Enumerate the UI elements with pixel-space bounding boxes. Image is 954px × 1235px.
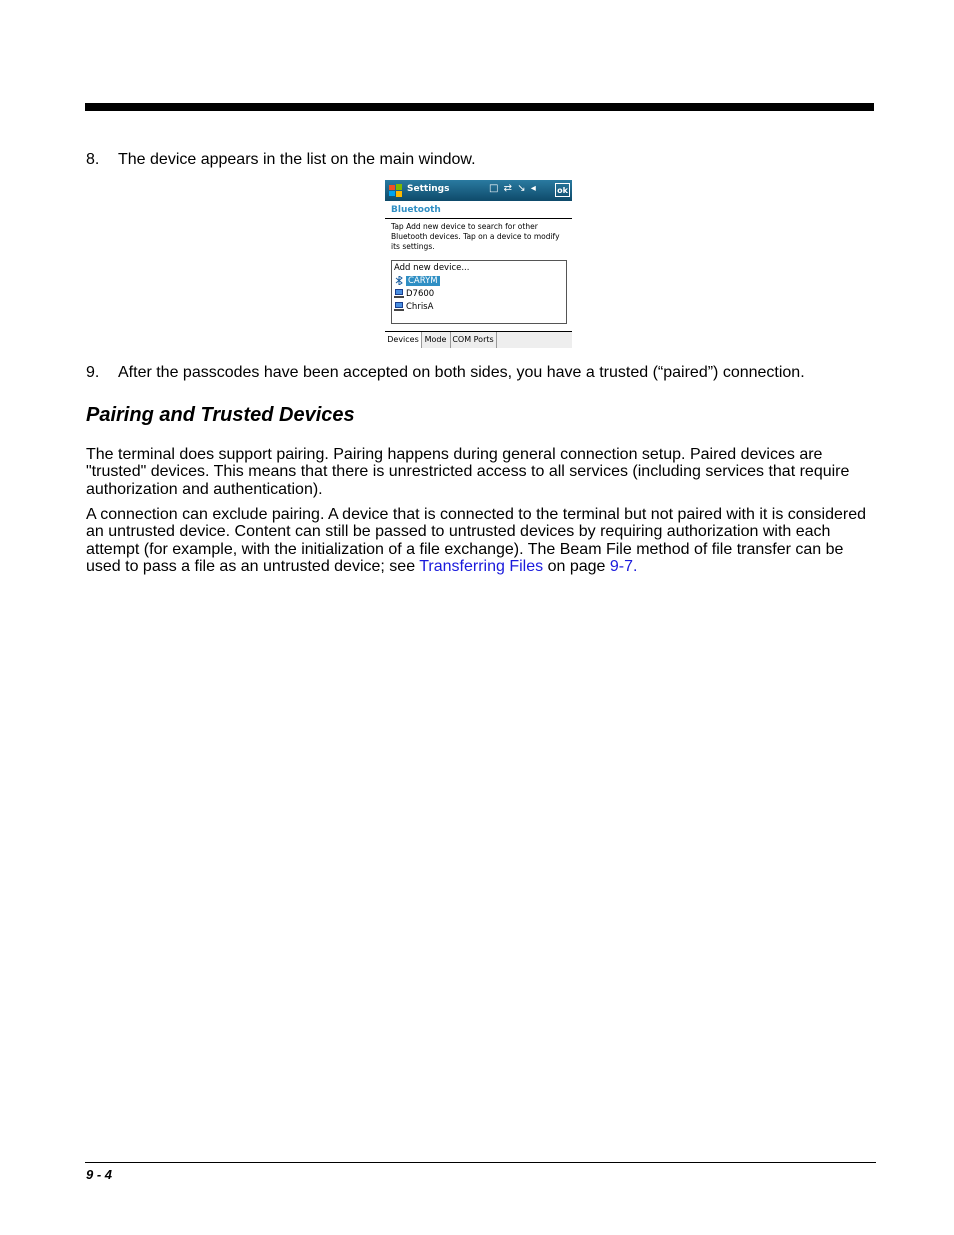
signal-off-icon[interactable]: ↘ xyxy=(517,183,527,194)
step-number: 8. xyxy=(86,151,100,168)
bluetooth-device-icon xyxy=(394,276,404,285)
device-screenshot xyxy=(385,180,572,348)
list-item-d7600[interactable]: D7600 xyxy=(394,288,434,300)
computer-icon xyxy=(394,302,404,311)
transferring-files-link[interactable]: Transferring Files xyxy=(419,557,544,575)
title-bar xyxy=(385,180,572,201)
page-title: Bluetooth xyxy=(391,205,441,215)
volume-icon[interactable]: ◂ xyxy=(530,183,537,194)
input-icon[interactable]: □ xyxy=(489,183,500,194)
windows-start-icon[interactable] xyxy=(388,183,403,198)
status-icons xyxy=(489,183,537,194)
page-number: 9 - 4 xyxy=(86,1167,113,1182)
device-list xyxy=(391,260,567,324)
paragraph-text-mid: on page xyxy=(543,557,610,575)
connectivity-icon[interactable]: ⇄ xyxy=(503,183,514,194)
page-reference-link[interactable]: 9-7. xyxy=(609,557,638,575)
window-title: Settings xyxy=(407,184,450,194)
step-number: 9. xyxy=(86,364,100,381)
computer-icon xyxy=(394,289,404,298)
tab-bar xyxy=(385,331,572,348)
list-item-carym[interactable]: CARYM xyxy=(394,275,440,287)
instructions-text: Tap Add new device to search for other Bluetooth devices. Tap on a device to modify its settings. xyxy=(391,222,560,251)
paragraph-pairing: The terminal does support pairing. Pairing happens during general connection setup. Paired devices are "trusted" devices. This means that there is unrestricted access to all services (including services that require authorization and authentication). xyxy=(86,446,850,498)
paragraph-untrusted xyxy=(86,506,876,575)
title-divider xyxy=(385,218,572,219)
list-item-chrisa[interactable]: ChrisA xyxy=(394,301,433,313)
footer-rule xyxy=(85,1162,876,1163)
tab-devices[interactable]: Devices xyxy=(385,332,422,348)
ok-button[interactable]: ok xyxy=(555,183,570,197)
step-9 xyxy=(86,364,805,382)
paragraph-text: A connection can exclude pairing. A device that is connected to the terminal but not paired with it is considered an untrusted device. Content can still be passed to untrusted devices by requiring authorization with each attempt (for example, with the initialization of a file exchange). The Beam File method of file transfer can be used to pass a file as an untrusted device; see xyxy=(86,506,867,575)
step-text: The device appears in the list on the main window. xyxy=(118,151,476,168)
tab-mode[interactable]: Mode xyxy=(421,332,451,348)
step-text: After the passcodes have been accepted on both sides, you have a trusted (“paired”) connection. xyxy=(118,364,805,381)
section-heading: Pairing and Trusted Devices xyxy=(86,404,355,426)
list-item-add-new-device[interactable]: Add new device... xyxy=(394,263,470,273)
step-8 xyxy=(86,151,476,169)
header-rule xyxy=(85,103,874,111)
tab-com-ports[interactable]: COM Ports xyxy=(450,332,497,348)
